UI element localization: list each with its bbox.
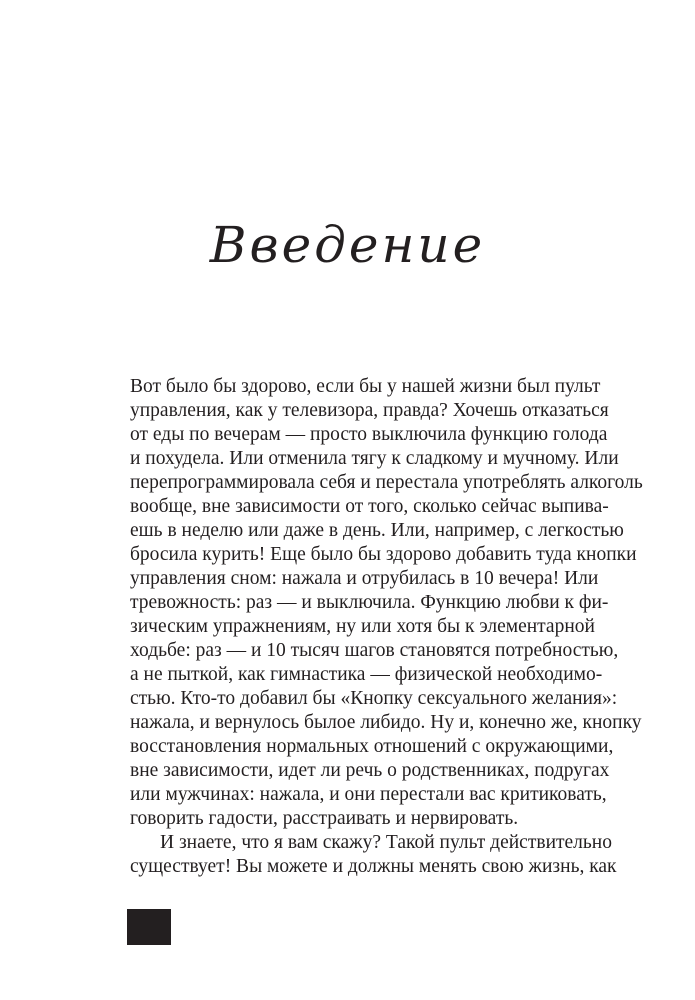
text-line: тревожность: раз — и выключила. Функцию любви к фи-: [130, 592, 609, 613]
text-line: ходьбе: раз — и 10 тысяч шагов становятся потребностью,: [130, 640, 619, 661]
text-line: бросила курить! Еще было бы здорово добавить туда кнопки: [130, 544, 637, 565]
text-line: управления, как у телевизора, правда? Хочешь отказаться: [130, 400, 609, 421]
text-line: от еды по вечерам — просто выключила функцию голода: [130, 424, 608, 445]
paragraph-1: [130, 375, 643, 831]
text-line: существует! Вы можете и должны менять свою жизнь, как: [130, 856, 617, 877]
text-line: И знаете, что я вам скажу? Такой пульт действительно: [160, 832, 612, 853]
text-line: зическим упражнениям, ну или хотя бы к элементарной: [130, 616, 595, 637]
text-line: вне зависимости, идет ли речь о родственниках, подругах: [130, 760, 610, 781]
text-line: восстановления нормальных отношений с окружающими,: [130, 736, 614, 757]
paragraph-2: [130, 831, 617, 879]
text-line: вообще, вне зависимости от того, сколько сейчас выпива-: [130, 496, 609, 517]
text-line: перепрограммировала себя и перестала употреблять алкоголь: [130, 472, 643, 493]
text-line: и похудела. Или отменила тягу к сладкому и мучному. Или: [130, 448, 619, 469]
chapter-title: Введение: [209, 216, 486, 274]
text-line: или мужчинах: нажала, и они перестали вас критиковать,: [130, 784, 607, 805]
page-marker-block: [127, 909, 171, 945]
text-line: управления сном: нажала и отрубилась в 10 вечера! Или: [130, 568, 599, 589]
text-line: стью. Кто-то добавил бы «Кнопку сексуального желания»:: [130, 688, 618, 709]
text-line: нажала, и вернулось былое либидо. Ну и, конечно же, кнопку: [130, 712, 642, 733]
text-line: говорить гадости, расстраивать и нервировать.: [130, 808, 519, 829]
text-line: а не пыткой, как гимнастика — физической необходимо-: [130, 664, 603, 685]
text-line: Вот было бы здорово, если бы у нашей жизни был пульт: [130, 376, 601, 397]
text-line: ешь в неделю или даже в день. Или, например, с легкостью: [130, 520, 624, 541]
body-text: [130, 375, 643, 879]
